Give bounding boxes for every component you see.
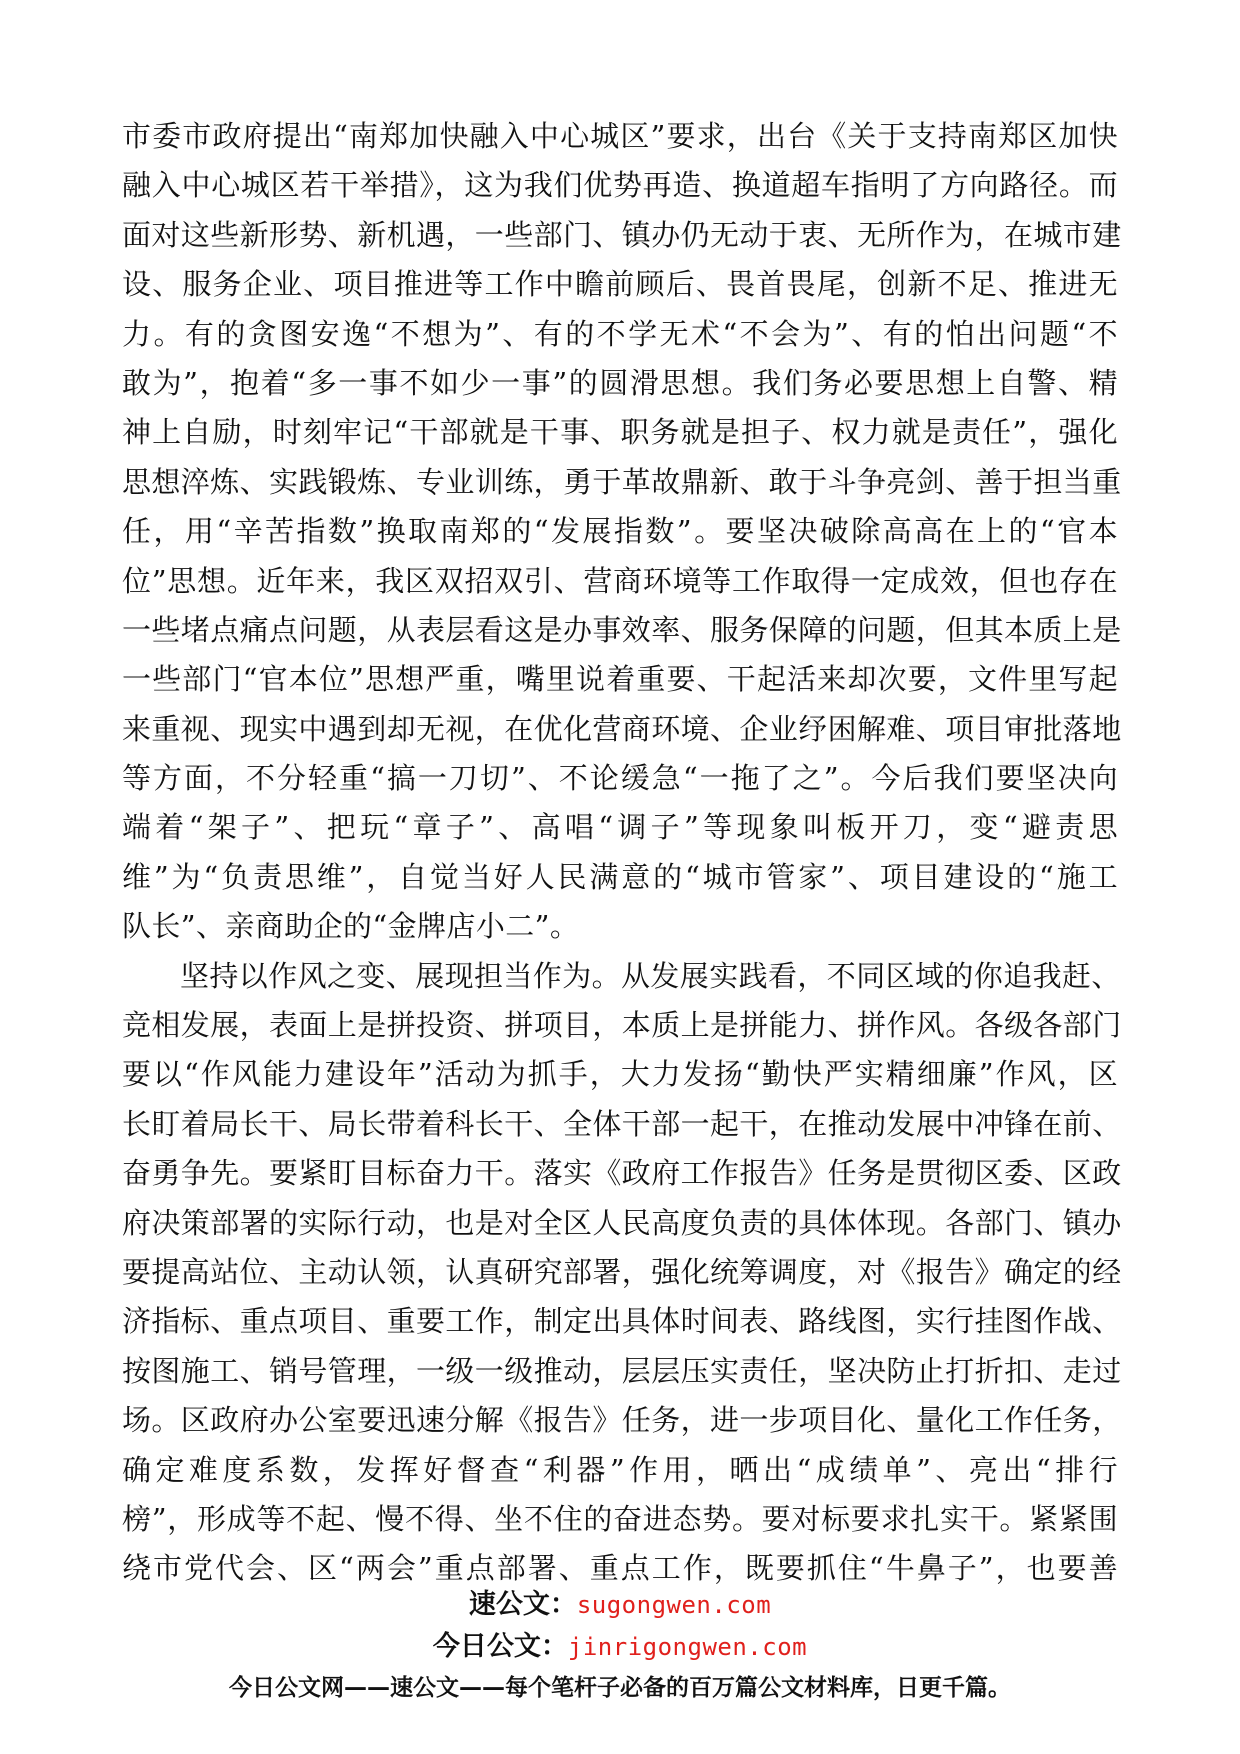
text-line: 设、服务企业、项目推进等工作中瞻前顾后、畏首畏尾，创新不足、推进无 bbox=[122, 267, 1118, 302]
document-body bbox=[122, 112, 1122, 1594]
footer-tagline-text: 今日公文网——速公文——每个笔杆子必备的百万篇公文材料库，日更千篇。 bbox=[229, 1675, 1011, 1701]
text-line: 队长”、亲商助企的“金牌店小二”。 bbox=[122, 909, 580, 944]
text-line: 等方面，不分轻重“搞一刀切”、不论缓急“一拖了之”。今后我们要坚决向 bbox=[122, 761, 1118, 796]
footer-jinrigongwen bbox=[0, 1624, 1240, 1663]
text-line: 思想淬炼、实践锻炼、专业训练，勇于革故鼎新、敢于斗争亮剑、善于担当重 bbox=[122, 464, 1122, 499]
footer-site-name: 速公文 bbox=[468, 1589, 550, 1620]
text-line: 端着“架子”、把玩“章子”、高唱“调子”等现象叫板开刀，变“避责思 bbox=[122, 810, 1118, 845]
footer-sugongwen bbox=[0, 1582, 1240, 1621]
text-line: 要以“作风能力建设年”活动为抓手，大力发扬“勤快严实精细廉”作风，区 bbox=[122, 1057, 1118, 1092]
text-line: 敢为”，抱着“多一事不如少一事”的圆滑思想。我们务必要思想上自警、精 bbox=[122, 365, 1118, 400]
paragraph-first-line: 坚持以作风之变、展现担当作为。从发展实践看，不同区域的你追我赶、 bbox=[180, 958, 1121, 993]
text-line: 任，用“辛苦指数”换取南郑的“发展指数”。要坚决破除高高在上的“官本 bbox=[122, 514, 1118, 549]
text-line: 来重视、现实中遇到却无视，在优化营商环境、企业纾困解难、项目审批落地 bbox=[122, 711, 1122, 746]
text-line: 济指标、重点项目、重要工作，制定出具体时间表、路线图，实行挂图作战、 bbox=[122, 1304, 1122, 1339]
text-line: 竞相发展，表面上是拼投资、拼项目，本质上是拼能力、拼作风。各级各部门 bbox=[122, 1008, 1122, 1043]
text-line: 一些部门“官本位”思想严重，嘴里说着重要、干起活来却次要，文件里写起 bbox=[122, 662, 1118, 697]
text-line: 长盯着局长干、局长带着科长干、全体干部一起干，在推动发展中冲锋在前、 bbox=[122, 1106, 1122, 1141]
text-line: 市委市政府提出“南郑加快融入中心城区”要求，出台《关于支持南郑区加快 bbox=[122, 119, 1118, 153]
text-line: 位”思想。近年来，我区双招双引、营商环境等工作取得一定成效，但也存在 bbox=[122, 563, 1118, 598]
text-line: 按图施工、销号管理，一级一级推动，层层压实责任，坚决防止打折扣、走过 bbox=[122, 1353, 1122, 1388]
footer-site-link[interactable]: jinrigongwen.com bbox=[567, 1633, 808, 1661]
footer-site-link[interactable]: sugongwen.com bbox=[576, 1591, 772, 1619]
text-line: 一些堵点痛点问题，从表层看这是办事效率、服务保障的问题，但其本质上是 bbox=[122, 612, 1122, 647]
text-line: 神上自励，时刻牢记“干部就是干事、职务就是担子、权力就是责任”，强化 bbox=[122, 415, 1118, 450]
text-line: 榜”，形成等不起、慢不得、坐不住的奋进态势。要对标要求扎实干。紧紧围 bbox=[122, 1501, 1118, 1536]
text-line: 府决策部署的实际行动，也是对全区人民高度负责的具体体现。各部门、镇办 bbox=[122, 1205, 1122, 1240]
text-line: 确定难度系数，发挥好督查“利器”作用，晒出“成绩单”、亮出“排行 bbox=[122, 1452, 1118, 1487]
text-line: 力。有的贪图安逸“不想为”、有的不学无术“不会为”、有的怕出问题“不 bbox=[122, 316, 1118, 351]
footer-separator: ： bbox=[540, 1631, 568, 1662]
text-line: 面对这些新形势、新机遇，一些部门、镇办仍无动于衷、无所作为，在城市建 bbox=[122, 217, 1122, 252]
text-line: 维”为“负责思维”，自觉当好人民满意的“城市管家”、项目建设的“施工 bbox=[122, 859, 1118, 894]
text-line: 融入中心城区若干举措》，这为我们优势再造、换道超车指明了方向路径。而 bbox=[122, 168, 1118, 203]
footer-tagline bbox=[0, 1669, 1240, 1702]
text-line: 要提高站位、主动认领，认真研究部署，强化统筹调度，对《报告》确定的经 bbox=[122, 1254, 1122, 1289]
text-line: 奋勇争先。要紧盯目标奋力干。落实《政府工作报告》任务是贯彻区委、区政 bbox=[122, 1156, 1122, 1191]
footer-site-name: 今日公文 bbox=[432, 1631, 541, 1662]
text-line: 场。区政府办公室要迅速分解《报告》任务，进一步项目化、量化工作任务， bbox=[122, 1403, 1122, 1438]
text-line: 绕市党代会、区“两会”重点部署、重点工作，既要抓住“牛鼻子”，也要善 bbox=[122, 1551, 1118, 1586]
footer-separator: ： bbox=[549, 1589, 577, 1620]
